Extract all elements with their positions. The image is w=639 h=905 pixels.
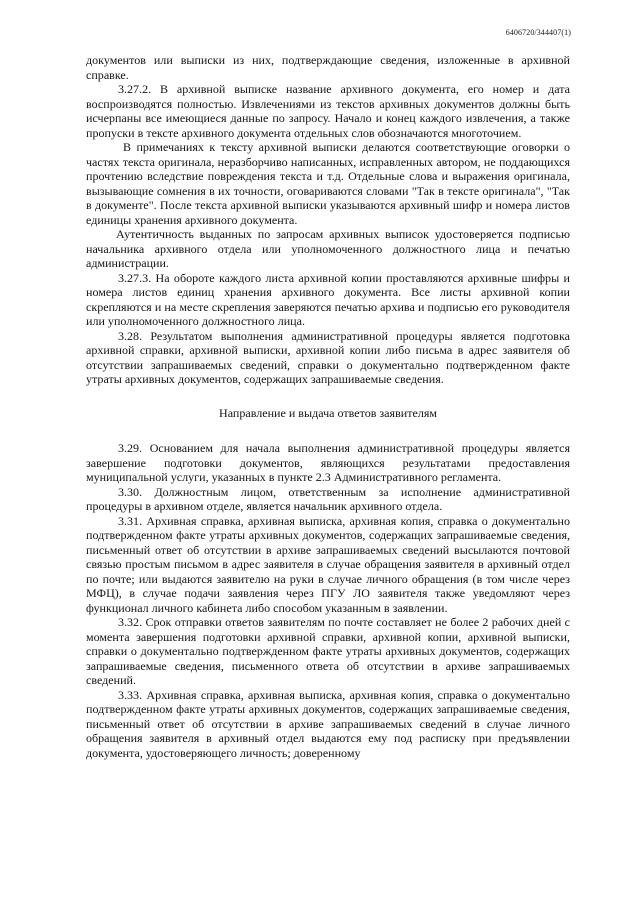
paragraph-notes: В примечаниях к тексту архивной выписки делаются соответствующие оговорки о частях текста оригинала, неразборчиво написанных, исправленных автором, не поддающихся прочтению вследствие повреждения текста и т.д. Отдельные слова и выражения оригинала, вызывающие сомнения в их точности, оговариваются словами "Так в тексте оригинала", "Так в документе". После текста архивной выписки указываются архивный шифр и номера листов единицы хранения архивного документа.: [86, 140, 570, 227]
paragraph-continuation: документов или выписки из них, подтверждающие сведения, изложенные в архивной справке.: [86, 53, 570, 82]
document-body: [86, 53, 570, 760]
paragraph-3-27-2: 3.27.2. В архивной выписке название архивного документа, его номер и дата воспроизводятся полностью. Извлечениями из текстов архивных документов должны быть исчерпаны все имеющиеся данные по запросу. Начало и конец каждого извлечения, а также пропуски в тексте архивного документа отдельных слов обозначаются многоточием.: [86, 82, 570, 140]
document-id: 6406720/344407(1): [505, 28, 571, 37]
paragraph-3-30: 3.30. Должностным лицом, ответственным за исполнение административной процедуры в архивном отделе, является начальник архивного отдела.: [86, 484, 570, 513]
paragraph-authenticity: Аутентичность выданных по запросам архивных выписок удостоверяется подписью начальника архивного отдела или уполномоченного должностного лица и печатью администрации.: [86, 227, 570, 270]
paragraph-3-32: 3.32. Срок отправки ответов заявителям по почте составляет не более 2 рабочих дней с момента завершения подготовки архивной справки, архивной копии, архивной выписки, справки о документально подтвержденном факте утраты архивных документов, содержащих запрашиваемые сведения, письменного ответа об отсутствии в архиве запрашиваемых сведений.: [86, 615, 570, 687]
paragraph-3-33: 3.33. Архивная справка, архивная выписка, архивная копия, справка о документально подтвержденном факте утраты архивных документов, содержащих запрашиваемые сведения, письменный ответ об отсутствии в архиве запрашиваемых сведений в случае личного обращения заявителя в архивный отдел выдаются ему под расписку при предъявлении документа, удостоверяющего личность; доверенному: [86, 687, 570, 760]
paragraph-3-27-3: 3.27.3. На обороте каждого листа архивной копии проставляются архивные шифры и номера листов единиц хранения архивного документа. Все листы архивной копии скрепляются и на месте скрепления заверяются печатью архива и подписью его руководителя или уполномоченного должностного лица.: [86, 270, 570, 328]
section-heading: Направление и выдача ответов заявителям: [219, 405, 437, 420]
paragraph-3-31: 3.31. Архивная справка, архивная выписка, архивная копия, справка о документально подтвержденном факте утраты архивных документов, содержащих запрашиваемые сведения, письменный ответ об отсутствии в архиве запрашиваемых сведений высылаются почтовой связью простым письмом в адрес заявителя в случае обращения заявителя в архивный отдел по почте; или выдаются заявителю на руки в случае личного обращения (в том числе через МФЦ), в случае подачи заявления через ПГУ ЛО заявителя также уведомляют через функционал личного кабинета либо способом указанным в заявлении.: [86, 513, 570, 615]
paragraph-3-28: 3.28. Результатом выполнения административной процедуры является подготовка архивной справки, архивной выписки, архивной копии либо письма в адрес заявителя об отсутствии запрашиваемых сведений, справки о документально подтвержденном факте утраты архивных документов, содержащих запрашиваемые сведения.: [86, 328, 570, 386]
paragraph-3-29: 3.29. Основанием для начала выполнения административной процедуры является завершение подготовки документов, являющихся результатами предоставления муниципальной услуги, указанных в пункте 2.3 Административного регламента.: [86, 441, 570, 484]
